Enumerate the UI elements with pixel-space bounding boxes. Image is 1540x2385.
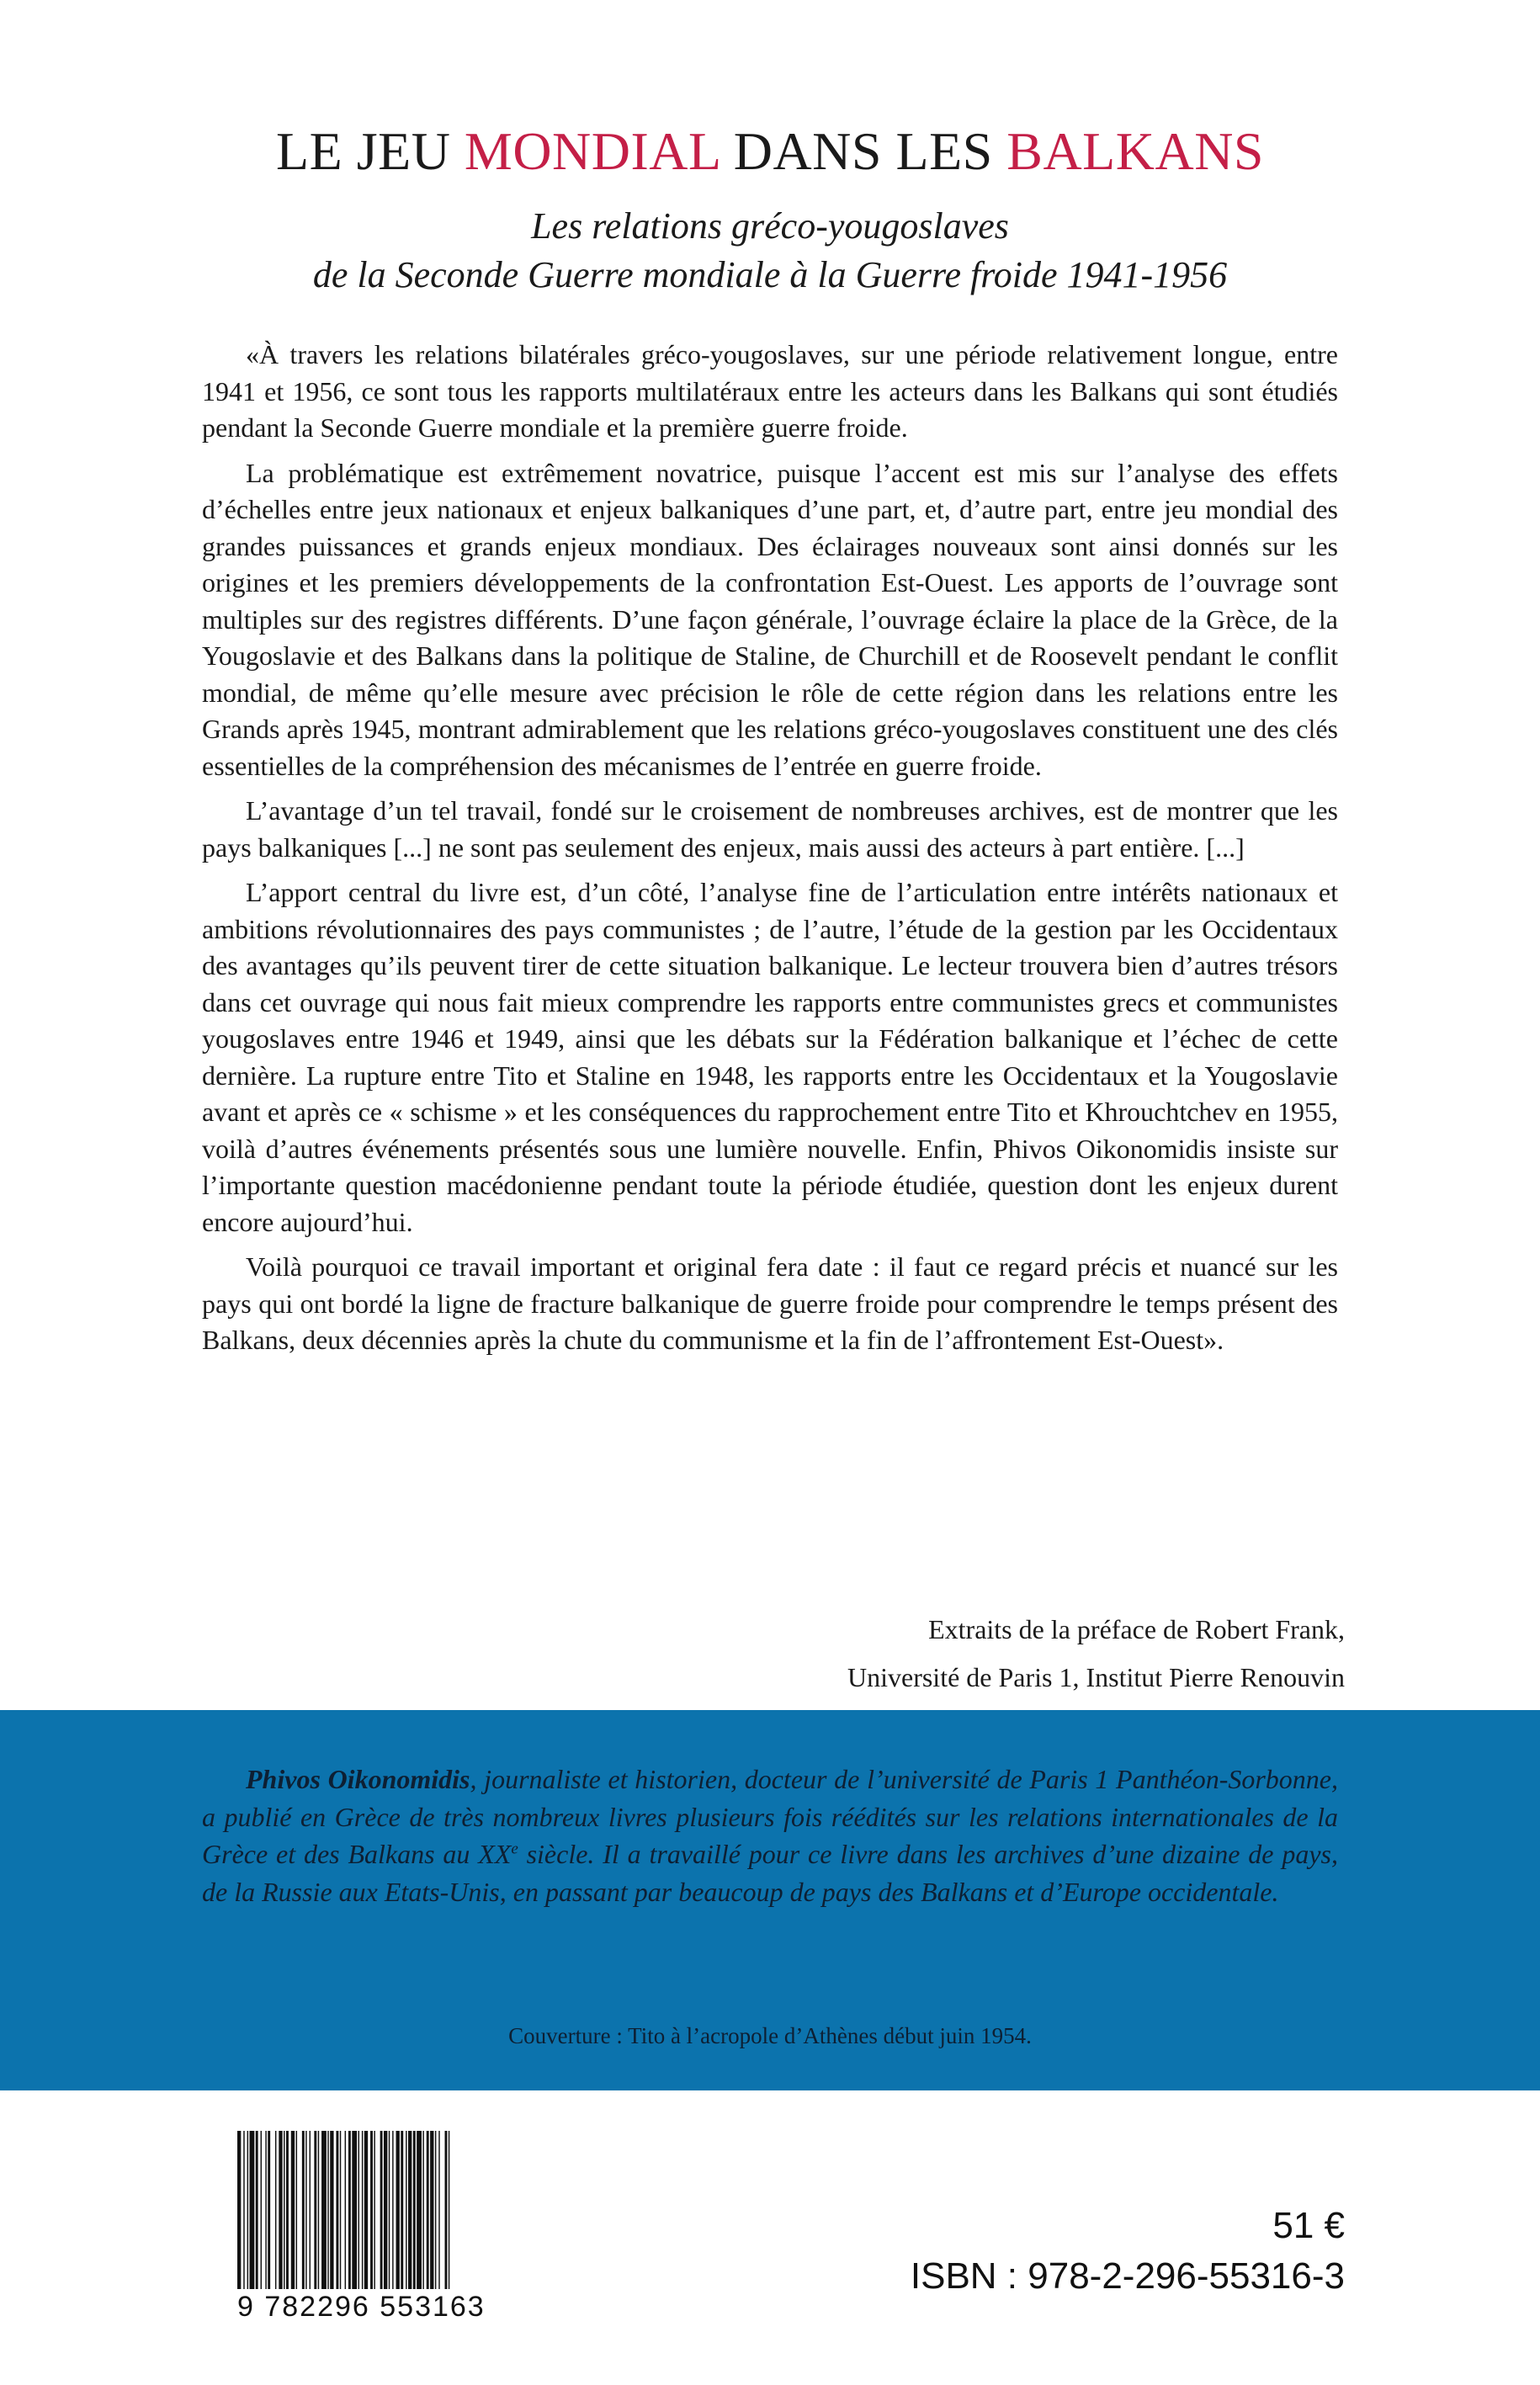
title-part-1: LE JEU (276, 121, 465, 181)
price: 51 € (1272, 2205, 1345, 2246)
barcode-bar (430, 2131, 433, 2289)
barcode-bar (427, 2131, 429, 2289)
barcode-bar (291, 2131, 295, 2289)
barcode-bar (243, 2131, 244, 2289)
bio-superscript: e (511, 1840, 518, 1858)
bio-text-2: siècle. Il a travaillé pour ce livre dans les archives d’une dizaine de pays, de la Russie aux Etats-Unis, en passant par beaucoup de pays des Balkans et d’Europe occidentale. (202, 1839, 1339, 1907)
barcode-bar (261, 2131, 262, 2289)
barcode-bar (321, 2131, 327, 2289)
barcode-bar (256, 2131, 258, 2289)
barcode-bar (275, 2131, 276, 2289)
title-part-2: DANS LES (720, 121, 1007, 181)
author-name: Phivos Oikonomidis (246, 1764, 470, 1794)
barcode-bars (237, 2131, 513, 2306)
author-bio (202, 1761, 1338, 1910)
preface-excerpt (202, 337, 1338, 1368)
barcode-digits: 9 782296 553163 (237, 2291, 486, 2323)
barcode-bar (247, 2131, 248, 2289)
title-accent-balkans: BALKANS (1006, 121, 1264, 181)
attribution-line-1: Extraits de la préface de Robert Frank, (928, 1614, 1345, 1644)
barcode-bar (330, 2131, 333, 2289)
barcode-bar (396, 2131, 400, 2289)
barcode-bar (358, 2131, 359, 2289)
barcode-bar (438, 2131, 439, 2289)
attribution-line-2: Université de Paris 1, Institut Pierre Renouvin (847, 1662, 1345, 1692)
barcode-bar (408, 2131, 412, 2289)
barcode-bar (327, 2131, 328, 2289)
barcode-bar (445, 2131, 448, 2289)
barcode-bar (422, 2131, 423, 2289)
barcode-bar (340, 2131, 341, 2289)
barcode-bar (250, 2131, 255, 2289)
barcode-bar (268, 2131, 270, 2289)
barcode-bar (352, 2131, 357, 2289)
paragraph-4: L’apport central du livre est, d’un côté, l’analyse fine de l’articulation entre intérêts nationaux et ambitions révolutionnaires des pays communistes ; de l’autre, l’étude de la gestion par les Occidentaux des avantages qu’ils peuvent tirer de cette situation balkanique. Le lecteur trouvera bien d’autres trésors dans cet ouvrage qui nous fait mieux comprendre les rapports entre communistes grecs et communistes yougoslaves entre 1946 et 1949, ainsi que les débats sur la Fédération balkanique et l’échec de cette dernière. La rupture entre Tito et Staline en 1948, les rapports entre les Occidentaux et la Yougoslavie avant et après ce « schisme » et les conséquences du rapprochement entre Tito et Khrouchtchev en 1955, voilà d’autres événements présentés sous une lumière nouvelle. Enfin, Phivos Oikonomidis insiste sur l’importante question macédonienne pendant toute la période étudiée, question dont les enjeux durent encore aujourd’hui. (202, 877, 1338, 1237)
barcode-bar (237, 2131, 241, 2289)
barcode-bar (265, 2131, 266, 2289)
barcode-bar (345, 2131, 346, 2289)
book-subtitle (0, 202, 1540, 300)
subtitle-line-2: de la Seconde Guerre mondiale à la Guerre froide 1941-1956 (312, 254, 1228, 295)
barcode-bar (401, 2131, 403, 2289)
barcode-bar (286, 2131, 289, 2289)
barcode-bar (318, 2131, 319, 2289)
paragraph-2: La problématique est extrêmement novatrice, puisque l’accent est mis sur l’analyse des effets d’échelles entre jeux nationaux et enjeux balkaniques d’une part, et, d’autre part, entre jeu mondial des grandes puissances et grands enjeux mondiaux. Des éclairages nouveaux sont ainsi donnés sur les origines et les premiers développements de la confrontation Est-Ouest. Les apports de l’ouvrage sont multiples sur des registres différents. D’une façon générale, l’ouvrage éclaire la place de la Grèce, de la Yougoslavie et des Balkans dans la politique de Staline, de Churchill et de Roosevelt pendant le conflit mondial, de même qu’elle mesure avec précision le rôle de cette région dans les relations entre les Grands après 1945, montrant admirablement que les relations gréco-yougoslaves constituent une des clés essentielles de la compréhension des mécanismes de l’entrée en guerre froide. (202, 457, 1338, 781)
barcode-bar (305, 2131, 306, 2289)
isbn: ISBN : 978-2-296-55316-3 (910, 2255, 1345, 2297)
barcode-bar (364, 2131, 368, 2289)
barcode-bar (336, 2131, 338, 2289)
barcode-bar (279, 2131, 282, 2289)
barcode-bar (310, 2131, 311, 2289)
book-title (0, 116, 1540, 187)
title-accent-mondial: MONDIAL (464, 121, 720, 181)
barcode-bar (389, 2131, 390, 2289)
barcode (237, 2131, 513, 2306)
barcode-bar (370, 2131, 373, 2289)
barcode-bar (362, 2131, 363, 2289)
paragraph-3: L’avantage d’un tel travail, fondé sur le croisement de nombreuses archives, est de montrer que les pays balkaniques [...] ne sont pas seulement des enjeux, mais aussi des acteurs à part entière. [...] (202, 795, 1338, 863)
cover-credit: Couverture : Tito à l’acropole d’Athènes début juin 1954. (508, 2023, 1032, 2048)
barcode-bar (392, 2131, 393, 2289)
bio-text-1: , journaliste et historien, docteur de l’université de Paris 1 Panthéon-Sorbonne, a publié en Grèce de très nombreux livres plusieurs fois réédités sur les relations internationales de la Grèce et des Balkans au XX (202, 1764, 1339, 1869)
paragraph-1: «À travers les relations bilatérales gréco-yougoslaves, sur une période relativement longue, entre 1941 et 1956, ce sont tous les rapports multilatéraux entre les acteurs dans les Balkans qui sont étudiés pendant la Seconde Guerre mondiale et la première guerre froide. (202, 339, 1338, 443)
preface-attribution (847, 1606, 1345, 1702)
paragraph-5: Voilà pourquoi ce travail important et original fera date : il faut ce regard précis et nuancé sur les pays qui ont bordé la ligne de fracture balkanique de guerre froide pour comprendre le temps présent des Balkans, deux décennies après la chute du communisme et la fin de l’affrontement Est-Ouest». (202, 1251, 1338, 1355)
barcode-bar (314, 2131, 316, 2289)
barcode-bar (380, 2131, 383, 2289)
barcode-bar (435, 2131, 436, 2289)
barcode-bar (417, 2131, 422, 2289)
barcode-bar (302, 2131, 305, 2289)
subtitle-line-1: Les relations gréco-yougoslaves (531, 205, 1009, 247)
barcode-bar (384, 2131, 387, 2289)
author-band (0, 1710, 1540, 2090)
barcode-bar (348, 2131, 351, 2289)
barcode-bar (296, 2131, 297, 2289)
barcode-bar (413, 2131, 416, 2289)
